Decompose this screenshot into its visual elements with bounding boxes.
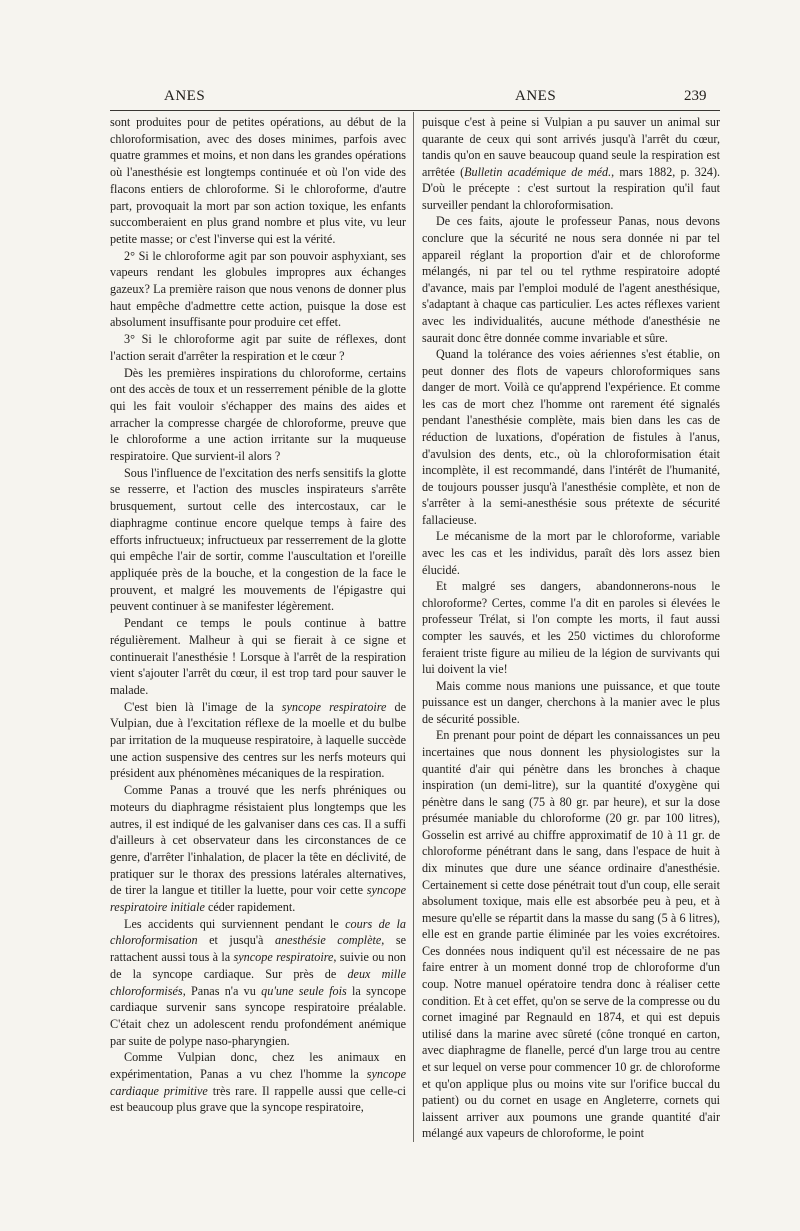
paragraph [110,465,406,615]
paragraph [110,615,406,699]
column-divider [413,112,414,1142]
paragraph [422,678,720,728]
paragraph [110,114,406,248]
text-run: Et malgré ses dangers, abandonnerons-nous le chloroforme? Certes, comme l'a dit en paroles si élevées le professeur Trélat, si l'on compte les morts, il faut aussi compter les sauvés, et les 250 victimes du chloroforme feraient triste figure au milieu de la légion de survivants qui lui doivent la vie! [422,579,720,677]
text-run: 2° Si le chloroforme agit par son pouvoir asphyxiant, ses vapeurs rendant les globules impropres aux échanges gazeux? La première raison que nous venons de donner plus haut empêche d'admettre cette action, puisque la dose est absolument insuffisante pour produire cet effet. [110,248,406,330]
paragraph [110,916,406,1050]
text-run: sont produites pour de petites opérations, au début de la chloroformisation, avec des doses minimes, parfois avec quatre grammes et moins, et non dans les grandes opérations où l'anesthésie est longtemps continuée et où l'on vide des flacons entiers de chloroforme. Si le chloroforme, d'autre part, provoquait la mort par son action toxique, les enfants succomberaient en plus grand nombre et plus vite, vu leur petite masse; or c'est l'inverse qui est la vérité. [110,115,406,246]
italic-text: Bulletin académique de méd. [464,164,612,179]
italic-text: qu'une seule fois [261,983,347,998]
text-run: Le mécanisme de la mort par le chloroforme, variable avec les cas et les individus, paraît dès lors assez bien élucidé. [422,529,720,577]
text-run: et jusqu'à [197,933,275,948]
text-run: Quand la tolérance des voies aériennes s'est établie, on peut donner des flots de vapeurs chloroformiques sans danger de mort. Voilà ce qu'apprend l'expérience. Et comme les cas de mort chez l'homme ont rarement été signalés pendant l'anesthésie complète, mais bien dans les cas de réduction de luxations, d'opération de fistules à l'anus, d'avulsion des dents, etc., où la chloroformisation était incomplète, il est recommandé, dans l'intérêt de l'humanité, de toujours pousser jusqu'à l'anesthésie complète, et non de s'arrêter à la semi-anesthésie sous prétexte de sécurité fallacieuse. [422,347,720,527]
paragraph [422,528,720,578]
text-run: Dès les premières inspirations du chloroforme, certains ont des accès de toux et un resserrement pénible de la glotte qui les fait vouloir s'échapper des mains des aides et arracher la compresse chargée de chloroforme, preuve que le chloroforme a une action irritante sur la muqueuse respiratoire. Que survient-il alors ? [110,365,406,464]
running-title-right: ANES [515,88,557,104]
paragraph [110,365,406,465]
paragraph [422,346,720,528]
italic-text: syncope cardiaque primitive [110,1067,406,1098]
italic-text: syncope respiratoire [233,950,334,965]
italic-text: deux mille chloroformisés [110,966,406,998]
italic-text: cours de la chloroformisation [110,916,406,948]
italic-text: syncope respiratoire initiale [110,883,406,915]
text-run: Comme Vulpian donc, chez les animaux en expérimentation, Panas a vu chez l'homme la [110,1050,406,1082]
text-run: , suivie ou non de la syncope cardiaque. Sur près de [110,950,406,981]
paragraph [110,331,406,364]
paragraph [110,1049,406,1116]
paragraph [422,727,720,1141]
right-text-column [422,114,720,1142]
paragraph [422,114,720,213]
text-run: En prenant pour point de départ les connaissances un peu incertaines que nous donnent les physiologistes sur la quantité d'air qui pénètre dans les bronches à chaque inspiration (un demi-litre), sur la quantité d'oxygène qui pénètre dans le sang (75 à 80 gr. par heure), et sur la dose présumée maniable du chloroforme (20 gr. par 100 litres), Gosselin est arrivé au chiffre approximatif de 10 à 11 gr. de chloroforme pénétrant dans le sang, dans l'espace de huit à dix minutes que dure une séance ordinaire d'anesthésie. Certainement si cette dose pénétrait tout d'un coup, elle serait absolument toxique, mais elle est absorbée peu à peu, et à mesure qu'elle se répartit dans la masse du sang (5 à 6 litres), elle est en grande partie éliminée par les voies excrétoires. Ces données nous indiquent qu'il est nécessaire de ne pas faire entrer à un moment donné trop de chloroforme d'un coup. Notre manuel opératoire tendra donc à réaliser cette condition. Et à cet effet, qu'on se serve de la compresse ou du cornet imaginé par Regnauld en 1874, et qui est depuis utilisé dans la marine avec sûreté (cône tronqué en carton, avec diaphragme de flanelle, percé d'un large trou au centre et sur lequel on verse pour commencer 10 gr. de chloroforme et qu'on applique plus ou moins vite sur l'orifice buccal du patient) ou du cornet en usage en Angleterre, cornets qui laissent arriver aux poumons une grande quantité d'air mélangé aux vapeurs de chloroforme, le point [422,728,720,1141]
running-header [0,84,800,110]
text-run: , mars 1882, p. 324). D'où le précepte : c'est surtout la respiration qu'il faut surveiller pendant la chloroformisation. [422,164,720,212]
text-run: , se rattachent aussi tous à la [110,933,407,965]
text-run: C'est bien là l'image de la [124,699,282,714]
paragraph [110,248,406,332]
text-run: Comme Panas a trouvé que les nerfs phréniques ou moteurs du diaphragme résistaient plus longtemps que les autres, il est indiqué de les galvaniser dans ces cas. Il a suffi d'ailleurs à cet observateur dans les circonstances de ce genre, d'arrêter l'inhalation, de placer la tête en déclivité, de pratiquer sur le thorax des pressions latérales alternatives, de tirer la langue et titiller la luette, pour voir cette [110,783,406,898]
text-run: Mais comme nous manions une puissance, et que toute puissance est un danger, cherchons à la manier avec le plus de sécurité possible. [422,678,720,726]
left-text-column [110,114,406,1116]
text-run: céder rapidement. [204,900,296,915]
italic-text: syncope respiratoire [281,699,387,714]
text-run: de Vulpian, due à l'excitation réflexe de la moelle et du bulbe par irritation de la muqueuse respiratoire, à laquelle succède une action suspensive des centres sur les nerfs moteurs qui président aux phénomènes mécaniques de la respiration. [110,699,406,781]
italic-text: anesthésie complète [274,933,382,948]
text-run: Les accidents qui surviennent pendant le [124,916,346,931]
running-title-left: ANES [164,88,206,104]
header-rule [110,110,720,111]
text-run: Sous l'influence de l'excitation des nerfs sensitifs la glotte se resserre, et l'action des muscles inspirateurs s'arrête brusquement, surtout celle des intercostaux, car le diaphragme continue encore quelque temps à faire des efforts infructueux; infructueux par resserrement de la glotte qui empêche l'air de sortir, comme l'auscultation et l'oreille appliquée près de la bouche, et la congestion de la face le prouvent, et malgré les mouvements de l'épigastre qui peuvent continuer à se manifester légèrement. [110,465,406,614]
text-run: très rare. Il rappelle aussi que celle-ci est beaucoup plus grave que la syncope respiratoire, [110,1083,406,1115]
paragraph [110,782,406,916]
text-run: , Panas n'a vu [182,983,262,998]
page-number: 239 [684,88,707,104]
paragraph [422,213,720,346]
paragraph [422,578,720,677]
text-run: Pendant ce temps le pouls continue à battre régulièrement. Malheur à qui se fierait à ce signe et continuerait l'anesthésie ! Lorsque à l'arrêt de la respiration vient s'ajouter l'arrêt du cœur, il est trop tard pour sauver le malade. [110,616,406,697]
text-run: De ces faits, ajoute le professeur Panas, nous devons conclure que la sécurité ne nous sera donnée ni par tel appareil réglant la proportion d'air et de chloroforme mélangés, ni par tel ou tel rythme respiratoire adopté d'avance, mais par l'emploi modulé de l'agent anesthésique, s'adaptant à chaque cas particulier. Les actes réflexes varient avec les individualités, aucune méthode d'anesthésie ne saurait donc être donnée comme invariable et sûre. [422,214,720,345]
text-run: puisque c'est à peine si Vulpian a pu sauver un animal sur quarante de ceux qui sont arrivés jusqu'à l'arrêt du cœur, tandis qu'on en sauve beaucoup quand seule la respiration est arrêtée ( [422,115,720,179]
paragraph [110,699,406,783]
text-run: 3° Si le chloroforme agit par suite de réflexes, dont l'action serait d'arrêter la respiration et le cœur ? [110,332,406,363]
text-run: la syncope cardiaque survenir sans syncope respiratoire préalable. C'était chez un adolescent rendu profondément anémique par suite de polype naso-pharyngien. [110,983,407,1048]
